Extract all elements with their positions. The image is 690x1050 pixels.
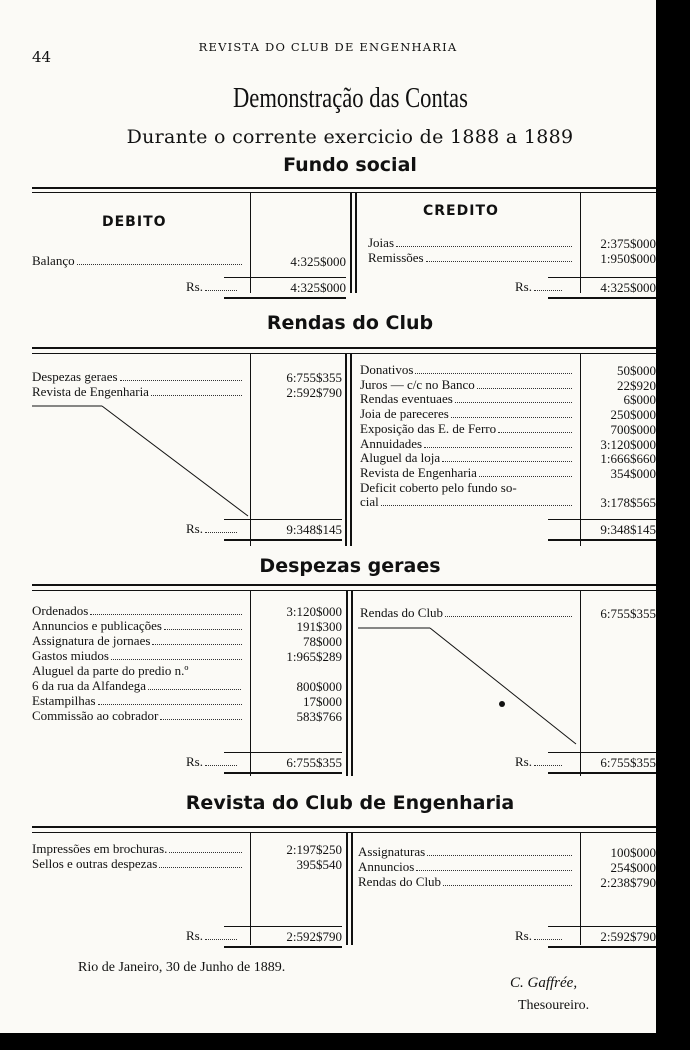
dot-leader bbox=[443, 885, 572, 886]
rule bbox=[548, 752, 656, 753]
entry-label: Annuncios bbox=[358, 860, 576, 874]
entry-label: Rendas eventuaes bbox=[360, 392, 576, 406]
cancellation-diagonal bbox=[358, 626, 580, 748]
dot-leader bbox=[160, 719, 242, 720]
entry-amount: 583$766 bbox=[296, 709, 342, 724]
entry-label: Joias bbox=[368, 236, 576, 250]
column-rule bbox=[351, 833, 353, 945]
total-label: Rs. bbox=[515, 929, 562, 943]
total-amount: 6:755$355 bbox=[600, 755, 656, 770]
entry-amount: 800$000 bbox=[296, 679, 342, 694]
dot-leader bbox=[169, 852, 242, 853]
entry-label: Despezas geraes bbox=[32, 370, 246, 384]
dot-leader bbox=[451, 417, 572, 418]
dot-leader bbox=[159, 867, 242, 868]
entry-amount: 2:197$250 bbox=[286, 842, 342, 857]
column-rule bbox=[580, 193, 581, 293]
signer-title: Thesoureiro. bbox=[518, 998, 590, 1013]
running-title: REVISTA DO CLUB DE ENGENHARIA bbox=[198, 40, 458, 54]
column-rule bbox=[346, 833, 348, 945]
entry-label: Impressões em brochuras. bbox=[32, 842, 246, 856]
entry-amount: 254$000 bbox=[610, 860, 656, 875]
column-rule bbox=[350, 193, 352, 293]
dot-leader bbox=[479, 476, 572, 477]
dot-leader bbox=[90, 614, 242, 615]
column-rule bbox=[345, 354, 347, 546]
rule bbox=[548, 926, 656, 927]
entry-label: Balanço bbox=[32, 254, 246, 268]
entry-label: Deficit coberto pelo fundo so- bbox=[360, 480, 517, 495]
total-amount: 2:592$790 bbox=[600, 929, 656, 944]
rule bbox=[32, 192, 656, 193]
entry-amount: 3:178$565 bbox=[600, 495, 656, 511]
dot-leader bbox=[534, 765, 562, 766]
date-line: Rio de Janeiro, 30 de Junho de 1889. bbox=[78, 960, 286, 975]
rule bbox=[32, 347, 656, 349]
column-rule bbox=[350, 354, 352, 546]
entry-amount: 6:755$355 bbox=[286, 370, 342, 385]
rule bbox=[548, 772, 656, 774]
entry-amount: 78$000 bbox=[303, 634, 342, 649]
dot-leader bbox=[424, 447, 572, 448]
entry-label: Aluguel da parte do predio n.º bbox=[32, 664, 189, 678]
entry-amount: 3:120$000 bbox=[286, 604, 342, 619]
rule bbox=[32, 353, 656, 354]
entry-label: Revista de Engenharia bbox=[360, 466, 576, 480]
section-title-fundo-social: Fundo social bbox=[283, 154, 417, 176]
entry-amount: 354$000 bbox=[610, 465, 656, 481]
column-rule bbox=[355, 193, 357, 293]
entry-amount: 17$000 bbox=[303, 694, 342, 709]
entry-amount: 1:666$660 bbox=[600, 451, 656, 467]
total-label: Rs. bbox=[186, 522, 237, 536]
entry-amount: 100$000 bbox=[610, 845, 656, 860]
entry-label: Commissão ao cobrador bbox=[32, 709, 246, 723]
dot-leader bbox=[164, 629, 242, 630]
dot-leader bbox=[77, 264, 242, 265]
entry-label: Annuncios e publicações bbox=[32, 619, 246, 633]
dot-leader bbox=[534, 290, 562, 291]
column-rule bbox=[580, 354, 581, 546]
document-title: Demonstração das Contas bbox=[232, 82, 468, 114]
rule bbox=[548, 519, 656, 520]
dot-leader bbox=[534, 939, 562, 940]
entry-label: Ordenados bbox=[32, 604, 246, 618]
dot-leader bbox=[120, 380, 242, 381]
dot-leader bbox=[205, 290, 237, 291]
entry-label: Donativos bbox=[360, 363, 576, 377]
entry-label: Estampilhas bbox=[32, 694, 246, 708]
total-label: Rs. bbox=[186, 280, 237, 294]
dot-leader bbox=[445, 616, 572, 617]
entry-amount: 22$920 bbox=[617, 377, 656, 393]
rule bbox=[32, 826, 656, 828]
dot-leader bbox=[98, 704, 242, 705]
column-rule bbox=[250, 833, 251, 945]
total-amount: 4:325$000 bbox=[600, 280, 656, 295]
rule bbox=[224, 926, 342, 927]
rule bbox=[548, 539, 656, 541]
entry-amount: 2:592$790 bbox=[286, 385, 342, 400]
section-title-despezas: Despezas geraes bbox=[259, 555, 441, 577]
rule bbox=[32, 590, 656, 591]
section-title-rendas: Rendas do Club bbox=[266, 312, 434, 334]
credit-header: CREDITO bbox=[423, 203, 499, 219]
section-title-revista: Revista do Club de Engenharia bbox=[185, 792, 515, 814]
entry-label: Remissões bbox=[368, 251, 576, 265]
rule bbox=[32, 187, 656, 189]
rule bbox=[224, 519, 342, 520]
rule bbox=[32, 832, 656, 833]
entry-label: Annuidades bbox=[360, 437, 576, 451]
rule bbox=[224, 297, 346, 299]
column-rule bbox=[346, 591, 348, 776]
rule bbox=[224, 752, 342, 753]
rule bbox=[548, 946, 656, 948]
total-amount: 2:592$790 bbox=[286, 929, 342, 944]
entry-label: Aluguel da loja bbox=[360, 451, 576, 465]
dot-leader bbox=[152, 644, 242, 645]
rule bbox=[32, 584, 656, 586]
dot-leader bbox=[205, 765, 237, 766]
entry-amount: 6$000 bbox=[623, 392, 656, 408]
total-amount: 4:325$000 bbox=[290, 280, 346, 295]
dot-leader bbox=[381, 505, 572, 506]
total-label: Rs. bbox=[186, 755, 237, 769]
dot-leader bbox=[416, 870, 572, 871]
total-amount: 9:348$145 bbox=[286, 522, 342, 537]
dot-leader bbox=[426, 261, 572, 262]
column-rule bbox=[580, 591, 581, 776]
entry-amount: 6:755$355 bbox=[600, 606, 656, 621]
entry-label: Assignatura de jornaes bbox=[32, 634, 246, 648]
signature: C. Gaffrée, bbox=[510, 975, 578, 991]
entry-amount: 1:965$289 bbox=[286, 649, 342, 664]
dot-leader bbox=[477, 388, 572, 389]
rule bbox=[548, 277, 656, 278]
dot-leader bbox=[455, 402, 572, 403]
entry-amount: 50$000 bbox=[617, 363, 656, 378]
entry-amount: 700$000 bbox=[610, 421, 656, 437]
entry-amount: 395$540 bbox=[296, 857, 342, 872]
entry-amount: 250$000 bbox=[610, 407, 656, 423]
dot-leader bbox=[415, 373, 572, 374]
rule bbox=[224, 277, 346, 278]
entry-amount: 3:120$000 bbox=[600, 436, 656, 452]
entry-label: Rendas do Club bbox=[358, 875, 576, 889]
entry-amount: 1:950$000 bbox=[600, 251, 656, 266]
document-subtitle: Durante o corrente exercicio de 1888 a 1889 bbox=[126, 126, 574, 148]
total-amount: 6:755$355 bbox=[286, 755, 342, 770]
rule bbox=[548, 297, 656, 299]
dot-leader bbox=[151, 395, 242, 396]
dot-leader bbox=[498, 432, 572, 433]
entry-label: Joia de pareceres bbox=[360, 407, 576, 421]
dot-leader bbox=[205, 532, 237, 533]
rule bbox=[224, 772, 342, 774]
total-amount: 9:348$145 bbox=[600, 522, 656, 537]
column-rule bbox=[250, 193, 251, 293]
cancellation-diagonal bbox=[32, 404, 252, 520]
total-label: Rs. bbox=[515, 280, 562, 294]
entry-label: Exposição das E. de Ferro bbox=[360, 422, 576, 436]
entry-amount: 2:375$000 bbox=[600, 236, 656, 251]
dot-leader bbox=[205, 939, 237, 940]
dot-leader bbox=[427, 855, 572, 856]
entry-label: cial bbox=[360, 495, 576, 509]
total-label: Rs. bbox=[515, 755, 562, 769]
rule bbox=[224, 539, 342, 541]
column-rule bbox=[250, 591, 251, 776]
dot-leader bbox=[148, 689, 241, 690]
entry-amount: 2:238$790 bbox=[600, 875, 656, 890]
entry-amount: 191$300 bbox=[296, 619, 342, 634]
dot-leader bbox=[442, 461, 572, 462]
debit-header: DEBITO bbox=[102, 214, 167, 230]
column-rule bbox=[351, 591, 353, 776]
page-number: 44 bbox=[32, 48, 52, 66]
entry-label: Rendas do Club bbox=[360, 606, 576, 620]
entry-label: Assignaturas bbox=[358, 845, 576, 859]
entry-amount: 4:325$000 bbox=[290, 254, 346, 269]
rule bbox=[224, 946, 342, 948]
dot-leader bbox=[111, 659, 242, 660]
entry-label: Sellos e outras despezas bbox=[32, 857, 246, 871]
entry-label: 6 da rua da Alfandega bbox=[32, 679, 246, 693]
total-label: Rs. bbox=[186, 929, 237, 943]
entry-label: Gastos miudos bbox=[32, 649, 246, 663]
entry-label: Juros — c/c no Banco bbox=[360, 378, 576, 392]
column-rule bbox=[580, 833, 581, 945]
dot-leader bbox=[396, 246, 572, 247]
entry-label: Revista de Engenharia bbox=[32, 385, 246, 399]
